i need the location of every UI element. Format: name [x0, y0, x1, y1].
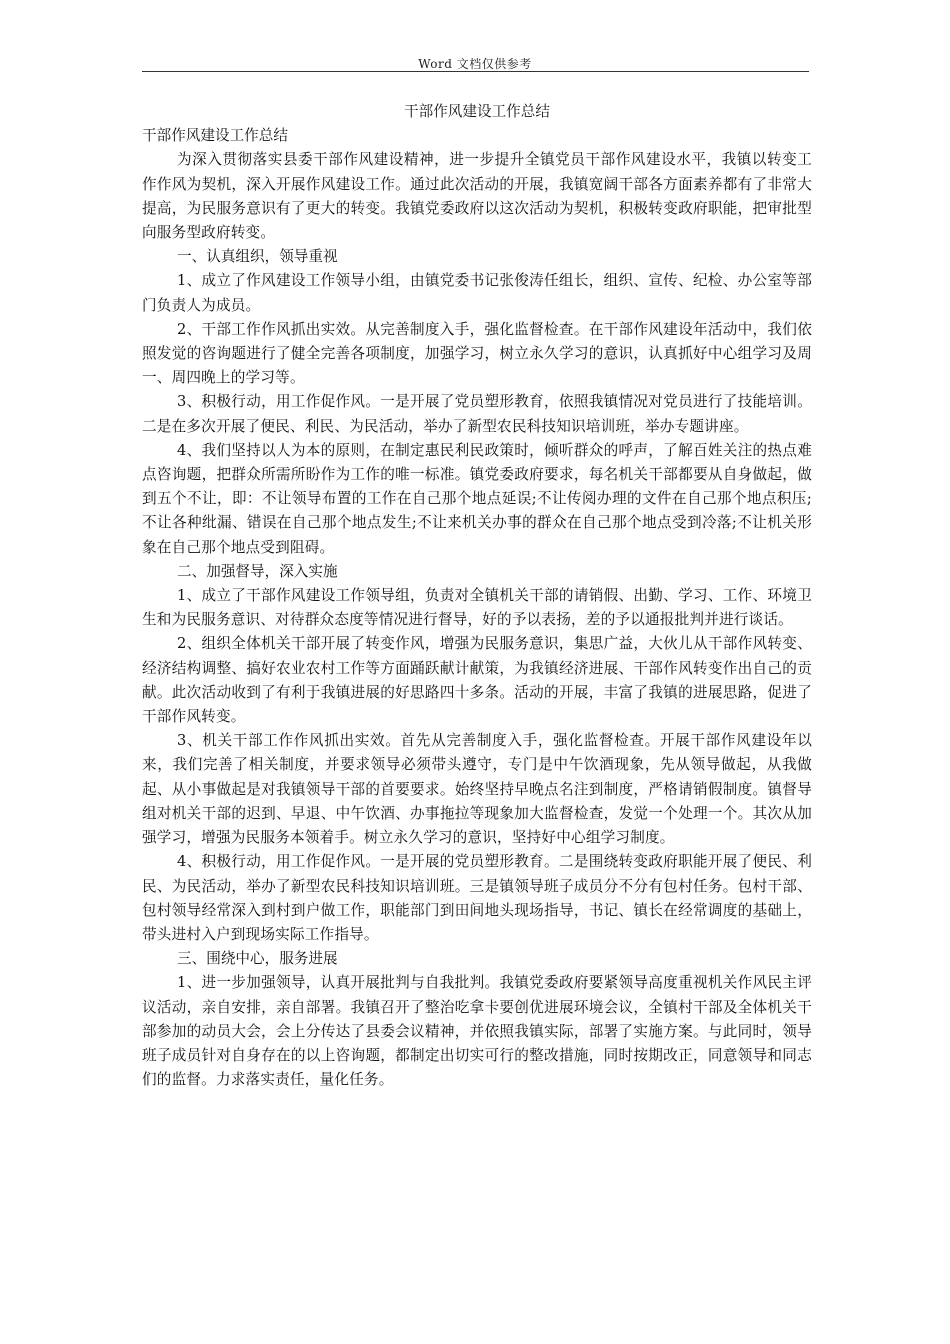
document-body: [142, 100, 812, 1092]
paragraph: 1、进一步加强领导，认真开展批判与自我批判。我镇党委政府要紧领导高度重视机关作风民主评议活动，亲自安排，亲自部署。我镇召开了整治吃拿卡要创优进展环境会议，全镇村干部及全体机关干部参加的动员大会，会上分传达了县委会议精神，并依照我镇实际，部署了实施方案。与此同时，领导班子成员针对自身存在的以上咨询题，都制定出切实可行的整改措施，同时按期改正，同意领导和同志们的监督。力求落实责任，量化任务。: [142, 974, 812, 1089]
paragraph: 4、我们坚持以人为本的原则，在制定惠民利民政策时，倾听群众的呼声，了解百姓关注的热点难点咨询题，把群众所需所盼作为工作的唯一标准。镇党委政府要求，每名机关干部都要从自身做起，做到五个不让，即：不让领导布置的工作在自己那个地点延误;不让传阅办理的文件在自己那个地点积压;不让各种纰漏、错误在自己那个地点发生;不让来机关办事的群众在自己那个地点受到冷落;不让机关形象在自己那个地点受到阻碍。: [142, 441, 812, 556]
intro-paragraph: 为深入贯彻落实县委干部作风建设精神，进一步提升全镇党员干部作风建设水平，我镇以转变工作作风为契机，深入开展作风建设工作。通过此次活动的开展，我镇宽阔干部各方面素养都有了非常大提高，为民服务意识有了更大的转变。我镇党委政府以这次活动为契机，积极转变政府职能，把审批型向服务型政府转变。: [142, 151, 812, 242]
section-heading-2: 二、加强督导，深入实施: [177, 562, 338, 580]
paragraph: 4、积极行动，用工作促作风。一是开展的党员塑形教育。二是围绕转变政府职能开展了便民、利民、为民活动，举办了新型农民科技知识培训班。三是镇领导班子成员分不分有包村任务。包村干部、包村领导经常深入到村到户做工作，职能部门到田间地头现场指导，书记、镇长在经常调度的基础上，带头进村入户到现场实际工作指导。: [142, 853, 812, 943]
section-heading-1: 一、认真组织，领导重视: [177, 248, 338, 266]
document-subtitle: 干部作风建设工作总结: [142, 127, 288, 145]
paragraph: 3、积极行动，用工作促作风。一是开展了党员塑形教育，依照我镇情况对党员进行了技能培训。二是在多次开展了便民、利民、为民活动，举办了新型农民科技知识培训班，举办专题讲座。: [142, 393, 812, 435]
paragraph: 2、组织全体机关干部开展了转变作风，增强为民服务意识，集思广益，大伙儿从干部作风转变、经济结构调整、搞好农业农村工作等方面踊跃献计献策，为我镇经济进展、干部作风转变作出自己的贡献。此次活动收到了有利于我镇进展的好思路四十多条。活动的开展，丰富了我镇的进展思路，促进了干部作风转变。: [142, 635, 812, 726]
paragraph: 1、成立了作风建设工作领导小组，由镇党委书记张俊涛任组长，组织、宣传、纪检、办公室等部门负责人为成员。: [142, 272, 812, 314]
paragraph: 2、干部工作作风抓出实效。从完善制度入手，强化监督检查。在干部作风建设年活动中，我们依照发觉的咨询题进行了健全完善各项制度，加强学习，树立永久学习的意识，认真抓好中心组学习及周一、周四晚上的学习等。: [142, 320, 812, 387]
paragraph: 1、成立了干部作风建设工作领导组，负责对全镇机关干部的请销假、出勤、学习、工作、环境卫生和为民服务意识、对待群众态度等情况进行督导，好的予以表扬，差的予以通报批判并进行谈话。: [142, 587, 812, 629]
header-divider: [142, 71, 809, 72]
page-header: Word 文档仅供参考: [418, 57, 532, 71]
paragraph: 3、机关干部工作作风抓出实效。首先从完善制度入手，强化监督检查。开展干部作风建设年以来，我们完善了相关制度，并要求领导必须带头遵守，专门是中午饮酒现象，先从领导做起，从我做起、从小事做起是对我镇领导干部的首要要求。始终坚持早晚点名注到制度，严格请销假制度。镇督导组对机关干部的迟到、早退、中午饮酒、办事拖拉等现象加大监督检查，发觉一个处理一个。其次从加强学习，增强为民服务本领着手。树立永久学习的意识，坚持好中心组学习制度。: [142, 732, 812, 847]
section-heading-3: 三、围绕中心，服务进展: [177, 950, 338, 968]
document-title: 干部作风建设工作总结: [404, 103, 550, 120]
